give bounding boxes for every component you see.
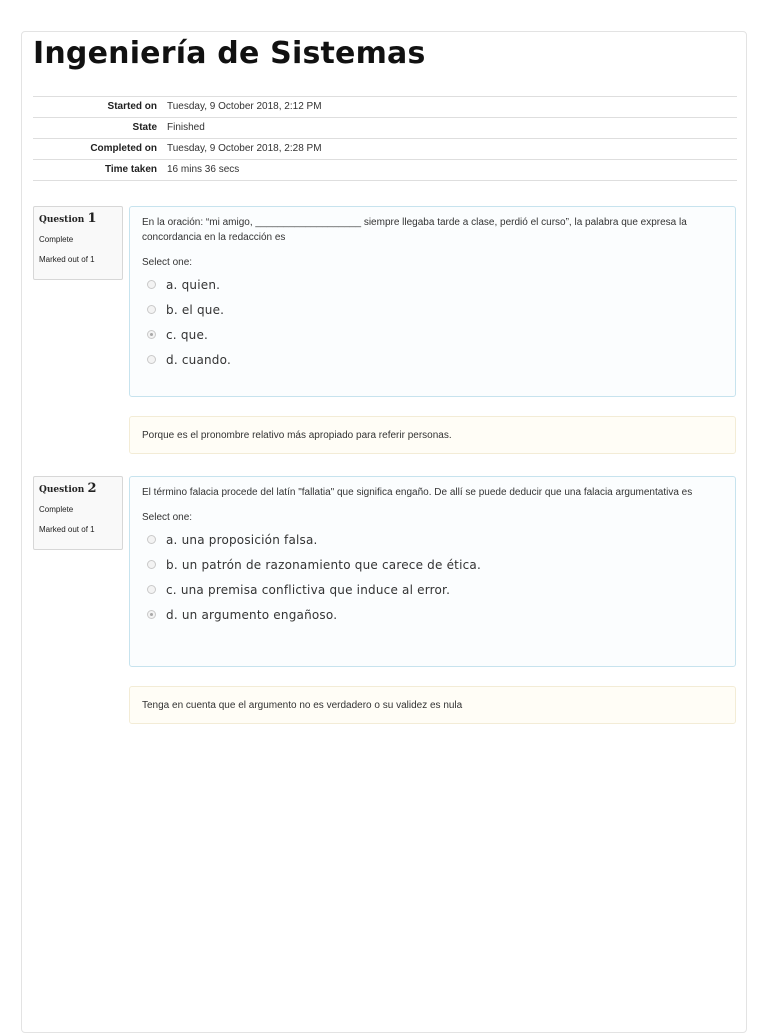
select-one-prompt: Select one: bbox=[142, 257, 193, 268]
feedback-text: Porque es el pronombre relativo más apropiado para referir personas. bbox=[142, 429, 452, 441]
answer-options bbox=[142, 272, 723, 372]
option-label: b. un patrón de razonamiento que carece de ética. bbox=[166, 557, 481, 572]
answer-option-a[interactable] bbox=[142, 527, 723, 552]
question-label: Question bbox=[39, 485, 85, 495]
answer-option-c[interactable] bbox=[142, 577, 723, 602]
summary-row-time-taken bbox=[33, 160, 737, 181]
question-2-formulation bbox=[129, 476, 736, 667]
page-title: Ingeniería de Sistemas bbox=[33, 36, 426, 71]
radio-button[interactable] bbox=[147, 585, 156, 594]
question-label: Question bbox=[39, 215, 85, 225]
radio-button-selected[interactable] bbox=[147, 610, 156, 619]
question-1-feedback bbox=[129, 416, 736, 454]
question-1-info bbox=[33, 206, 123, 280]
option-label: a. una proposición falsa. bbox=[166, 532, 318, 547]
option-label: b. el que. bbox=[166, 302, 225, 317]
question-text: El término falacia procede del latín "fallatia" que significa engaño. De allí se puede deducir que una falacia argumentativa es bbox=[142, 487, 693, 498]
question-mark: Marked out of 1 bbox=[39, 255, 95, 264]
summary-value: Finished bbox=[167, 122, 205, 133]
question-1-formulation bbox=[129, 206, 736, 397]
summary-value: 16 mins 36 secs bbox=[167, 164, 240, 175]
summary-value: Tuesday, 9 October 2018, 2:12 PM bbox=[167, 101, 322, 112]
question-state: Complete bbox=[39, 235, 74, 244]
summary-label: State bbox=[132, 122, 157, 133]
question-mark: Marked out of 1 bbox=[39, 525, 95, 534]
option-label: c. una premisa conflictiva que induce al error. bbox=[166, 582, 451, 597]
select-one-prompt: Select one: bbox=[142, 512, 193, 523]
radio-button[interactable] bbox=[147, 280, 156, 289]
question-number bbox=[39, 481, 117, 496]
radio-button[interactable] bbox=[147, 535, 156, 544]
question-2-info bbox=[33, 476, 123, 550]
attempt-summary-table bbox=[33, 96, 737, 181]
question-number bbox=[39, 211, 117, 226]
question-text: En la oración: “mi amigo, ___________________ siempre llegaba tarde a clase, perdió el curso”, la palabra que expresa la concordancia en la redacción es bbox=[142, 217, 687, 243]
question-number-value: 1 bbox=[87, 211, 97, 226]
question-state: Complete bbox=[39, 505, 74, 514]
radio-button[interactable] bbox=[147, 355, 156, 364]
answer-option-d[interactable] bbox=[142, 347, 723, 372]
radio-button[interactable] bbox=[147, 560, 156, 569]
feedback-text: Tenga en cuenta que el argumento no es verdadero o su validez es nula bbox=[142, 699, 463, 711]
answer-option-c[interactable] bbox=[142, 322, 723, 347]
radio-button[interactable] bbox=[147, 305, 156, 314]
answer-options bbox=[142, 527, 723, 627]
answer-option-a[interactable] bbox=[142, 272, 723, 297]
answer-option-b[interactable] bbox=[142, 552, 723, 577]
summary-row-started bbox=[33, 97, 737, 118]
question-2-feedback bbox=[129, 686, 736, 724]
option-label: d. cuando. bbox=[166, 352, 231, 367]
option-label: a. quien. bbox=[166, 277, 221, 292]
summary-label: Completed on bbox=[90, 143, 157, 154]
summary-row-completed bbox=[33, 139, 737, 160]
option-label: d. un argumento engañoso. bbox=[166, 607, 338, 622]
summary-label: Time taken bbox=[104, 164, 157, 175]
summary-row-state bbox=[33, 118, 737, 139]
answer-option-b[interactable] bbox=[142, 297, 723, 322]
question-number-value: 2 bbox=[87, 481, 97, 496]
radio-button-selected[interactable] bbox=[147, 330, 156, 339]
quiz-review-page bbox=[21, 31, 747, 1033]
summary-value: Tuesday, 9 October 2018, 2:28 PM bbox=[167, 143, 322, 154]
summary-label: Started on bbox=[107, 101, 157, 112]
answer-option-d[interactable] bbox=[142, 602, 723, 627]
option-label: c. que. bbox=[166, 327, 209, 342]
